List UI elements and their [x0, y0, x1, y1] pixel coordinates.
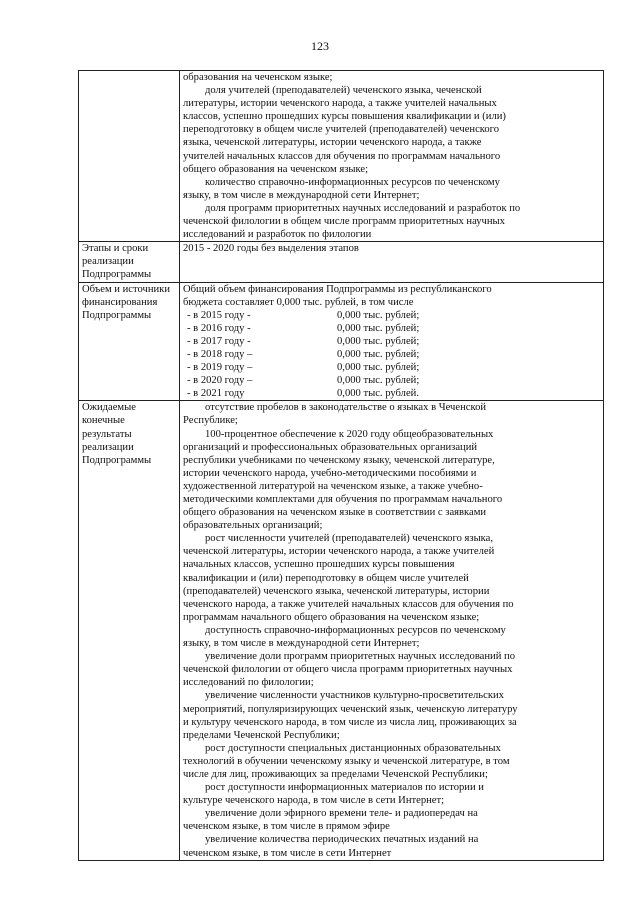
- financing-amount: 0,000 тыс. рублей;: [337, 322, 420, 334]
- text-line: начальных классов, успешно прошедших курсы повышения: [183, 559, 455, 571]
- row-content-cell: [180, 282, 604, 401]
- financing-year-row: [183, 374, 600, 387]
- text-line: образования на чеченском языке;: [183, 72, 333, 83]
- text-line: организаций и профессиональных образовательных организаций: [183, 441, 478, 453]
- text-line: программам начального общего образования на чеченском языке;: [183, 611, 480, 623]
- text-line: истории чеченского народа, учебно-методическими пособиями и: [183, 467, 477, 479]
- table-row: [79, 71, 604, 242]
- text-line: увеличение количества периодических печатных изданий на: [205, 834, 479, 846]
- passport-table-body: [79, 71, 604, 861]
- text-line: чеченской филологии от общего числа программ приоритетных научных: [183, 664, 513, 676]
- text-line: общего образования на чеченском языке;: [183, 163, 369, 175]
- row-content-cell: [180, 71, 604, 242]
- row-label-cell: [79, 71, 180, 242]
- text-line: чеченской филологии в общем числе программ приоритетных научных: [183, 216, 505, 228]
- text-line: (преподавателей) чеченского языка, чеченской литературы, истории: [183, 585, 490, 597]
- financing-amount: 0,000 тыс. рублей;: [337, 348, 420, 360]
- financing-year: - в 2020 году –: [187, 375, 253, 387]
- text-line: доля учителей (преподавателей) чеченского языка, чеченской: [205, 85, 482, 97]
- text-line: и культуру чеченского народа, в том числе из числа лиц, проживающих за: [183, 716, 517, 728]
- text-line: Общий объем финансирования Подпрограммы из республиканского: [183, 283, 492, 295]
- text-line: языку, в том числе в международной сети Интернет;: [183, 638, 420, 650]
- text-line: республики учебниками по чеченскому языку, чеченской литературе,: [183, 454, 495, 466]
- text-line: квалификации и (или) переподготовку в общем числе учителей: [183, 572, 469, 584]
- page-number: 123: [311, 39, 329, 53]
- text-line: увеличение численности участников культурно-просветительских: [205, 690, 504, 702]
- text-line: языка, чеченской литературы, истории чеченского народа, а также: [183, 137, 482, 149]
- table-row: [79, 401, 604, 860]
- financing-year: - в 2016 году -: [187, 322, 251, 334]
- text-line: методическими комплектами для обучения по программам начального: [183, 494, 503, 505]
- financing-amount: 0,000 тыс. рублей.: [337, 388, 419, 400]
- row-label-cell: Объем и источники финансирования Подпрограммы: [79, 282, 180, 401]
- text-line: художественной литературой на чеченском языке, а также учебно-: [183, 480, 483, 492]
- text-line: культуре чеченского народа, в том числе в сети Интернет;: [183, 795, 445, 807]
- text-line: рост численности учителей (преподавателей) чеченского языка,: [205, 533, 494, 545]
- row-content-cell: [180, 401, 604, 860]
- financing-year-row: [183, 309, 600, 322]
- financing-year-row: [183, 335, 600, 348]
- row-content-cell: [180, 242, 604, 282]
- financing-year: - в 2015 году -: [187, 309, 251, 321]
- table-row: [79, 282, 604, 401]
- text-line: 100-процентное обеспечение к 2020 году общеобразовательных: [205, 428, 494, 440]
- financing-amount: 0,000 тыс. рублей;: [337, 362, 420, 374]
- text-line: рост доступности специальных дистанционных образовательных: [205, 742, 501, 754]
- text-line: мероприятий, популяризирующих чеченский язык, чеченскую литературу: [183, 703, 518, 715]
- passport-table: [78, 70, 604, 861]
- text-line: образовательных организаций;: [183, 520, 323, 532]
- text-line: чеченской литературы, истории чеченского народа, а также учителей: [183, 546, 495, 558]
- text-line: увеличение доли эфирного времени теле- и радиопередач на: [205, 808, 478, 820]
- financing-year-row: [183, 322, 600, 335]
- text-line: чеченском языке, в том числе в сети Интернет: [183, 847, 392, 859]
- text-line: увеличение доли программ приоритетных научных исследований по: [205, 651, 516, 663]
- financing-amount: 0,000 тыс. рублей;: [337, 375, 420, 387]
- text-line: 2015 - 2020 годы без выделения этапов: [183, 243, 359, 255]
- row-label-cell: Этапы и сроки реализации Подпрограммы: [79, 242, 180, 282]
- text-line: классов, успешно прошедших курсы повышения квалификации и (или): [183, 111, 506, 123]
- text-line: исследований и разработок по филологии: [183, 229, 372, 241]
- financing-year: - в 2021 году: [187, 388, 245, 400]
- row-label-cell: Ожидаемые конечные результаты реализации Подпрограммы: [79, 401, 180, 860]
- financing-year-row: [183, 348, 600, 361]
- text-line: количество справочно-информационных ресурсов по чеченскому: [205, 176, 500, 188]
- text-line: литературы, истории чеченского народа, а также учителей начальных: [183, 98, 497, 110]
- text-line: технологий в обучении чеченскому языку и чеченской литературе, в том: [183, 755, 510, 767]
- financing-amount: 0,000 тыс. рублей;: [337, 309, 420, 321]
- text-line: числе для лиц, проживающих за пределами Чеченской Республики;: [183, 768, 488, 780]
- financing-year-row: [183, 387, 600, 400]
- text-line: отсутствие пробелов в законодательстве о языках в Чеченской: [205, 402, 487, 414]
- financing-amount: 0,000 тыс. рублей;: [337, 335, 420, 347]
- text-line: доступность справочно-информационных ресурсов по чеченскому: [205, 624, 506, 636]
- table-row: [79, 242, 604, 282]
- text-line: исследований по филологии;: [183, 677, 314, 689]
- text-line: пределами Чеченской Республики;: [183, 729, 340, 741]
- text-line: учителей начальных классов для обучения по программам начального: [183, 150, 501, 162]
- financing-year: - в 2019 году –: [187, 362, 253, 374]
- text-line: чеченском языке, в том числе в прямом эфире: [183, 821, 390, 833]
- financing-year: - в 2017 году -: [187, 335, 251, 347]
- text-line: рост доступности информационных материалов по истории и: [205, 782, 484, 794]
- text-line: Республике;: [183, 415, 238, 427]
- financing-year-row: [183, 361, 600, 374]
- text-line: чеченского народа, а также учителей начальных классов для обучения по: [183, 598, 514, 610]
- financing-year: - в 2018 году –: [187, 348, 253, 360]
- text-line: языку, в том числе в международной сети Интернет;: [183, 189, 420, 201]
- text-line: переподготовку в общем числе учителей (преподавателей) чеченского: [183, 124, 500, 136]
- text-line: бюджета составляет 0,000 тыс. рублей, в том числе: [183, 296, 414, 308]
- text-line: общего образования на чеченском языке в соответствии с заявками: [183, 507, 487, 519]
- text-line: доля программ приоритетных научных исследований и разработок по: [205, 202, 521, 214]
